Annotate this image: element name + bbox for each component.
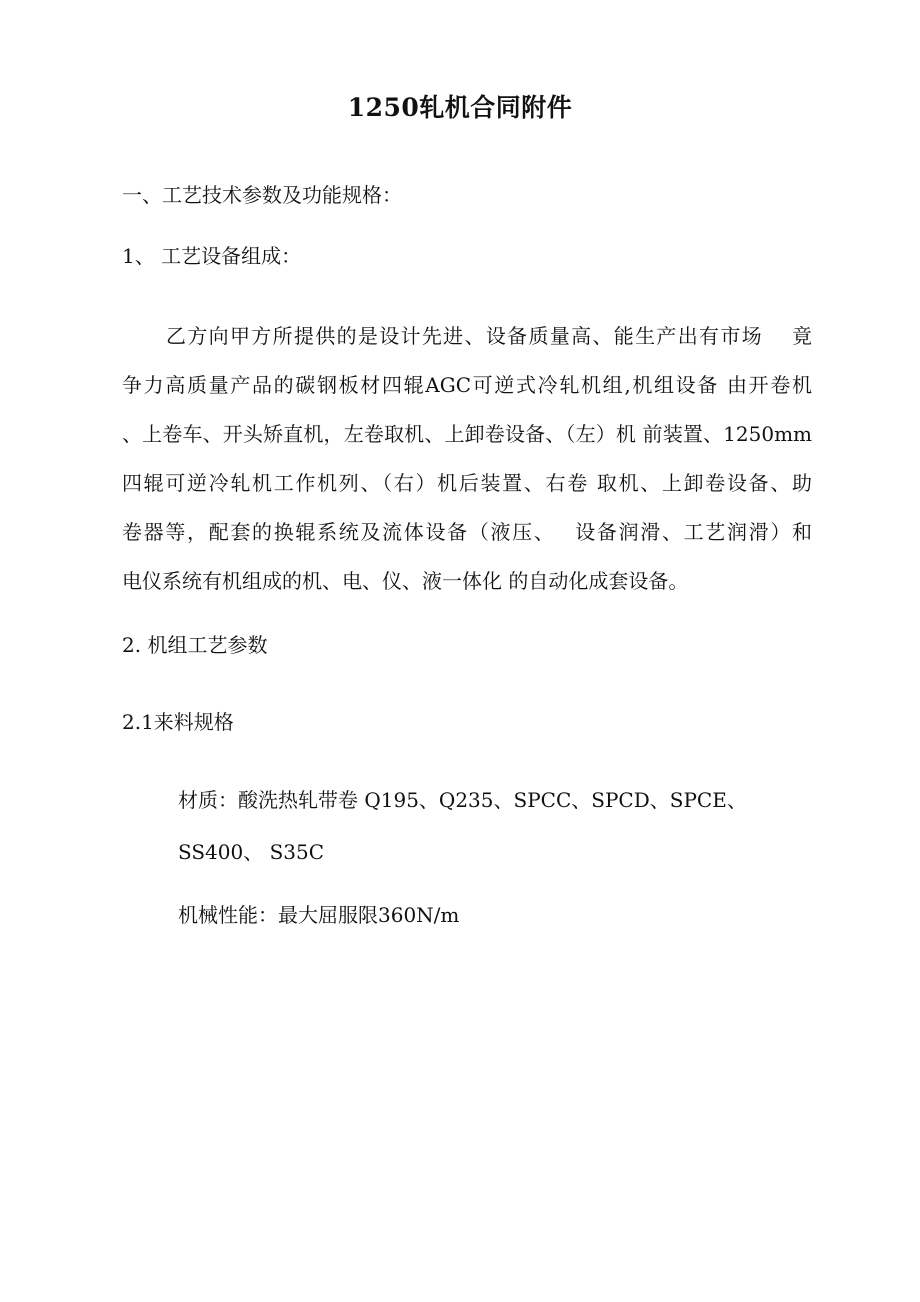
item-heading-incoming-material-spec: 2.1来料规格 <box>122 710 234 734</box>
item-heading-unit-parameters: 2. 机组工艺参数 <box>122 633 268 657</box>
paragraph-line-3: 、上卷车、开头矫直机，左卷取机、上卸卷设备、（左）机 前装置、1250mm <box>122 422 812 446</box>
paragraph-line-5: 卷器等，配套的换辊系统及流体设备（液压、 设备润滑、工艺润滑）和 <box>122 520 812 544</box>
paragraph-line-6: 电仪系统有机组成的机、电、仪、液一体化 的自动化成套设备。 <box>122 569 689 593</box>
document-title: 1250轧机合同附件 <box>347 93 573 122</box>
material-grade-line-1: 材质：酸洗热轧带卷 Q195、Q235、SPCC、SPCD、SPCE、 <box>178 788 747 812</box>
paragraph-line-1: 乙方向甲方所提供的是设计先进、设备质量高、能生产出有市场 竟 <box>166 324 812 348</box>
section-heading-process-parameters: 一、工艺技术参数及功能规格： <box>122 183 402 207</box>
paragraph-line-2: 争力高质量产品的碳钢板材四辊AGC可逆式冷轧机组,机组设备 由开卷机 <box>122 373 812 397</box>
material-grade-line-2: SS400、 S35C <box>178 840 325 864</box>
paragraph-line-4: 四辊可逆冷轧机工作机列、（右）机后装置、右卷 取机、上卸卷设备、助 <box>122 471 812 495</box>
equipment-description-paragraph <box>122 312 812 606</box>
item-heading-equipment-composition: 1、 工艺设备组成： <box>122 244 302 268</box>
mechanical-property-line: 机械性能：最大屈服限360N/m <box>178 903 460 927</box>
